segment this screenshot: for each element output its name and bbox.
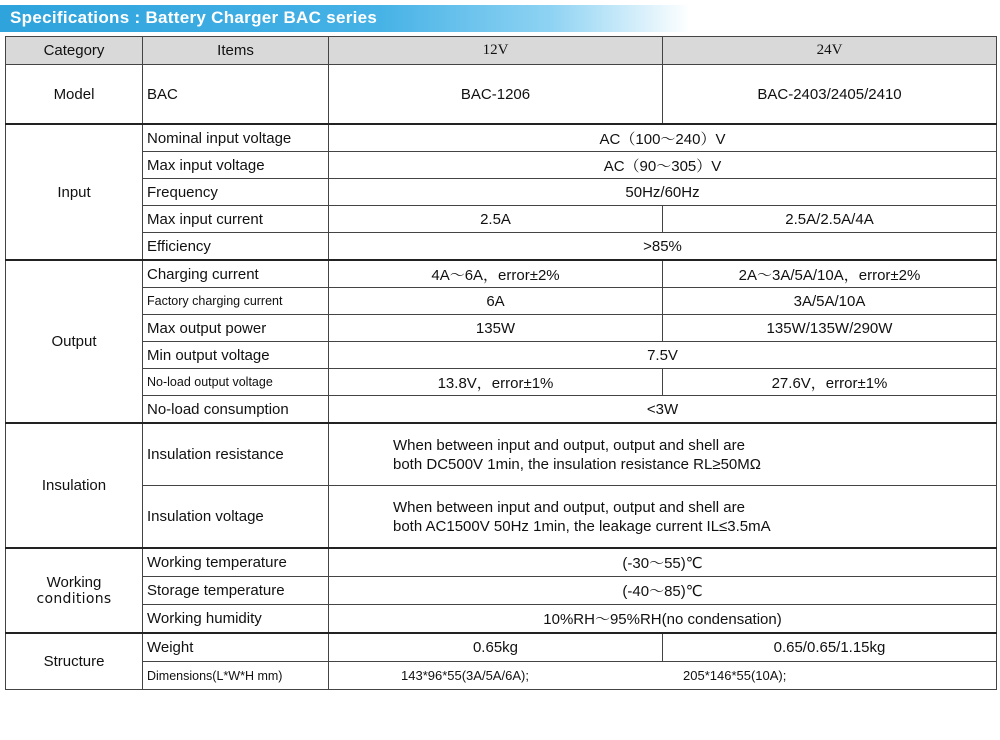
header-24v: 24V <box>663 37 997 65</box>
value-shared: <3W <box>329 396 997 424</box>
value-line: both DC500V 1min, the insulation resistance RL≥50MΩ <box>393 455 761 473</box>
value-12v: 0.65kg <box>329 633 663 662</box>
table-row <box>6 206 997 233</box>
value-line: both AC1500V 50Hz 1min, the leakage current IL≤3.5mA <box>393 517 771 535</box>
value-shared: 7.5V <box>329 342 997 369</box>
category-line: Working <box>46 574 102 591</box>
value-12v: 2.5A <box>329 206 663 233</box>
item-label: Max output power <box>143 315 329 342</box>
value-shared: 50Hz/60Hz <box>329 179 997 206</box>
table-row <box>6 342 997 369</box>
item-label: Factory charging current <box>143 288 329 315</box>
table-row <box>6 633 997 662</box>
category-insulation: Insulation <box>6 423 143 548</box>
item-label: No-load output voltage <box>143 369 329 396</box>
category-input: Input <box>6 124 143 260</box>
spec-table <box>5 36 997 690</box>
dimension-a: 143*96*55(3A/5A/6A); <box>401 668 529 683</box>
value-24v: 135W/135W/290W <box>663 315 997 342</box>
value-line: When between input and output, output and shell are <box>393 498 745 516</box>
title-banner <box>0 5 690 32</box>
table-row <box>6 152 997 179</box>
value-24v: 27.6V，error±1% <box>663 369 997 396</box>
item-label: Storage temperature <box>143 577 329 605</box>
item-label: Efficiency <box>143 233 329 261</box>
value-24v: BAC-2403/2405/2410 <box>663 65 997 125</box>
category-line: conditions <box>36 591 112 607</box>
item-label: Insulation voltage <box>143 486 329 549</box>
value-24v: 0.65/0.65/1.15kg <box>663 633 997 662</box>
table-row <box>6 233 997 261</box>
table-row <box>6 662 997 690</box>
category-structure: Structure <box>6 633 143 690</box>
item-label: Dimensions(L*W*H mm) <box>143 662 329 690</box>
table-row <box>6 577 997 605</box>
table-row <box>6 548 997 577</box>
value-shared: AC（100～240）V <box>329 124 997 152</box>
table-row <box>6 396 997 424</box>
header-category: Category <box>6 37 143 65</box>
value-12v: 6A <box>329 288 663 315</box>
value-12v: BAC-1206 <box>329 65 663 125</box>
item-label: BAC <box>143 65 329 125</box>
table-row <box>6 179 997 206</box>
value-24v: 3A/5A/10A <box>663 288 997 315</box>
item-label: No-load consumption <box>143 396 329 424</box>
table-row <box>6 288 997 315</box>
value-shared: >85% <box>329 233 997 261</box>
category-output: Output <box>6 260 143 423</box>
value-shared: AC（90～305）V <box>329 152 997 179</box>
value-12v: 135W <box>329 315 663 342</box>
value-shared: (-30～55)℃ <box>329 548 997 577</box>
header-items: Items <box>143 37 329 65</box>
table-row <box>6 423 997 486</box>
value-shared: (-40～85)℃ <box>329 577 997 605</box>
table-row <box>6 315 997 342</box>
value-24v: 2.5A/2.5A/4A <box>663 206 997 233</box>
table-row <box>6 65 997 125</box>
value-dimensions <box>329 662 997 690</box>
value-shared <box>329 486 997 549</box>
table-row <box>6 369 997 396</box>
item-label: Max input voltage <box>143 152 329 179</box>
item-label: Insulation resistance <box>143 423 329 486</box>
header-12v: 12V <box>329 37 663 65</box>
table-row <box>6 605 997 634</box>
item-label: Min output voltage <box>143 342 329 369</box>
item-label: Nominal input voltage <box>143 124 329 152</box>
item-label: Working temperature <box>143 548 329 577</box>
table-row <box>6 486 997 549</box>
item-label: Charging current <box>143 260 329 288</box>
value-24v: 2A～3A/5A/10A，error±2% <box>663 260 997 288</box>
item-label: Weight <box>143 633 329 662</box>
value-12v: 13.8V，error±1% <box>329 369 663 396</box>
value-shared <box>329 423 997 486</box>
value-line: When between input and output, output and shell are <box>393 436 745 454</box>
category-model: Model <box>6 65 143 125</box>
page-title: Specifications : Battery Charger BAC series <box>10 8 378 27</box>
table-row <box>6 260 997 288</box>
value-shared: 10%RH～95%RH(no condensation) <box>329 605 997 634</box>
item-label: Frequency <box>143 179 329 206</box>
value-12v: 4A～6A，error±2% <box>329 260 663 288</box>
dimension-b: 205*146*55(10A); <box>683 668 787 683</box>
item-label: Max input current <box>143 206 329 233</box>
header-row <box>6 37 997 65</box>
category-working-conditions <box>6 548 143 633</box>
table-row <box>6 124 997 152</box>
item-label: Working humidity <box>143 605 329 634</box>
